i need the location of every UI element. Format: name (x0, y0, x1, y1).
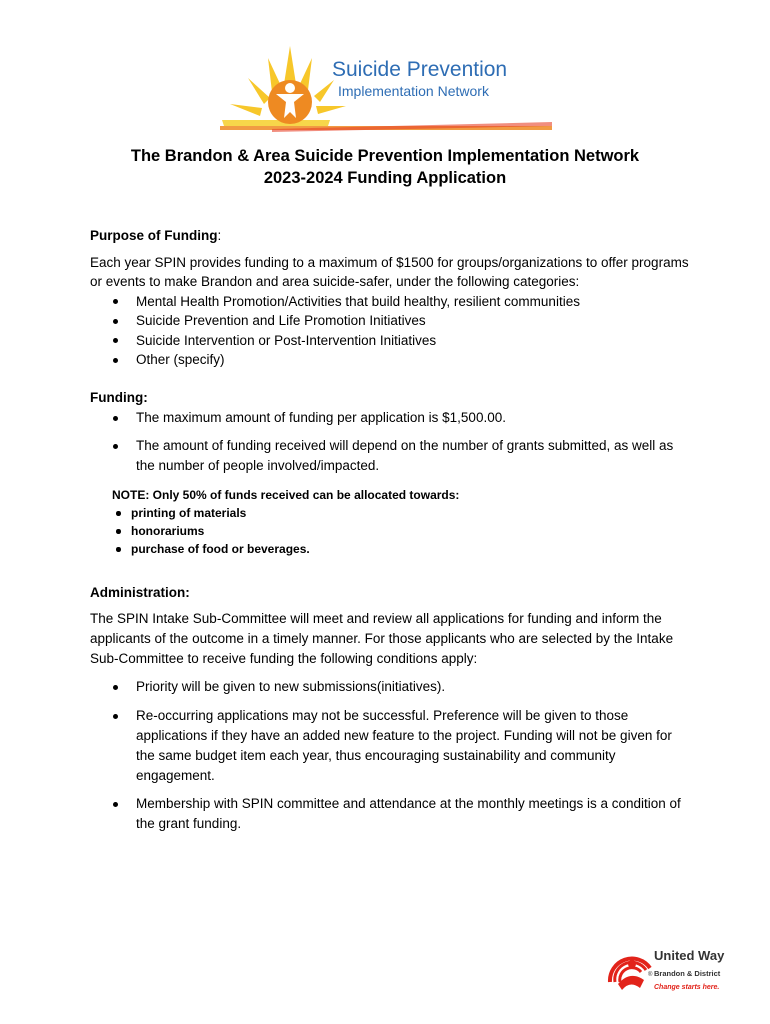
funding-item: The maximum amount of funding per application is $1,500.00. (90, 408, 690, 427)
conditions-list (90, 677, 690, 834)
purpose-section (90, 253, 690, 369)
administration-body: The SPIN Intake Sub-Committee will meet and review all applications for funding and inform the applicants of the outcome in a timely manner. For those applicants who are selected by the Intake Sub-Committee to receive funding the following conditions apply: (90, 611, 674, 666)
purpose-body: Each year SPIN provides funding to a maximum of $1500 for groups/organizations to offer programs or events to make Brandon and area suicide-safer, under the following categories: (90, 255, 689, 290)
funding-section (90, 408, 690, 475)
united-way-emblem-icon (610, 959, 650, 990)
united-way-registered: ® (648, 972, 653, 978)
note-item: purchase of food or beverages. (112, 540, 632, 558)
logo-line2: Implementation Network (338, 83, 489, 99)
category-item: Suicide Prevention and Life Promotion Initiatives (90, 311, 690, 330)
administration-section (90, 609, 690, 834)
note-list (112, 504, 632, 558)
page-title (0, 145, 770, 189)
purpose-heading-label: Purpose of Funding (90, 228, 218, 243)
funding-list (90, 408, 690, 475)
united-way-region: Brandon & District (654, 969, 721, 978)
note-item: printing of materials (112, 504, 632, 522)
condition-item: Re-occurring applications may not be successful. Preference will be given to those applications if they have an added new feature to the project. Funding will not be given for the same budget item each year, thus encouraging sustainability and community engagement. (90, 706, 690, 785)
purpose-heading (90, 226, 690, 245)
funding-heading: Funding: (90, 390, 148, 405)
united-way-name: United Way (654, 948, 725, 963)
note-text: NOTE: Only 50% of funds received can be allocated towards: (112, 488, 460, 502)
united-way-tagline: Change starts here. (654, 984, 720, 991)
note-block (112, 486, 632, 558)
title-line-2: 2023-2024 Funding Application (263, 169, 507, 187)
title-line-1: The Brandon & Area Suicide Prevention Implementation Network (130, 147, 640, 165)
condition-item: Priority will be given to new submissions(initiatives). (90, 677, 690, 697)
united-way-logo (604, 940, 730, 996)
category-item: Mental Health Promotion/Activities that build healthy, resilient communities (90, 292, 690, 311)
note-item: honorariums (112, 522, 632, 540)
spin-logo (212, 42, 562, 132)
logo-line1: Suicide Prevention (332, 58, 508, 81)
category-list (90, 292, 690, 370)
condition-item: Membership with SPIN committee and attendance at the monthly meetings is a condition of the grant funding. (90, 794, 690, 834)
category-item: Other (specify) (90, 350, 690, 369)
administration-heading: Administration: (90, 585, 190, 600)
category-item: Suicide Intervention or Post-Intervention Initiatives (90, 331, 690, 350)
purpose-heading-colon: : (217, 228, 222, 243)
funding-item: The amount of funding received will depend on the number of grants submitted, as well as the number of people involved/impacted. (90, 436, 690, 475)
